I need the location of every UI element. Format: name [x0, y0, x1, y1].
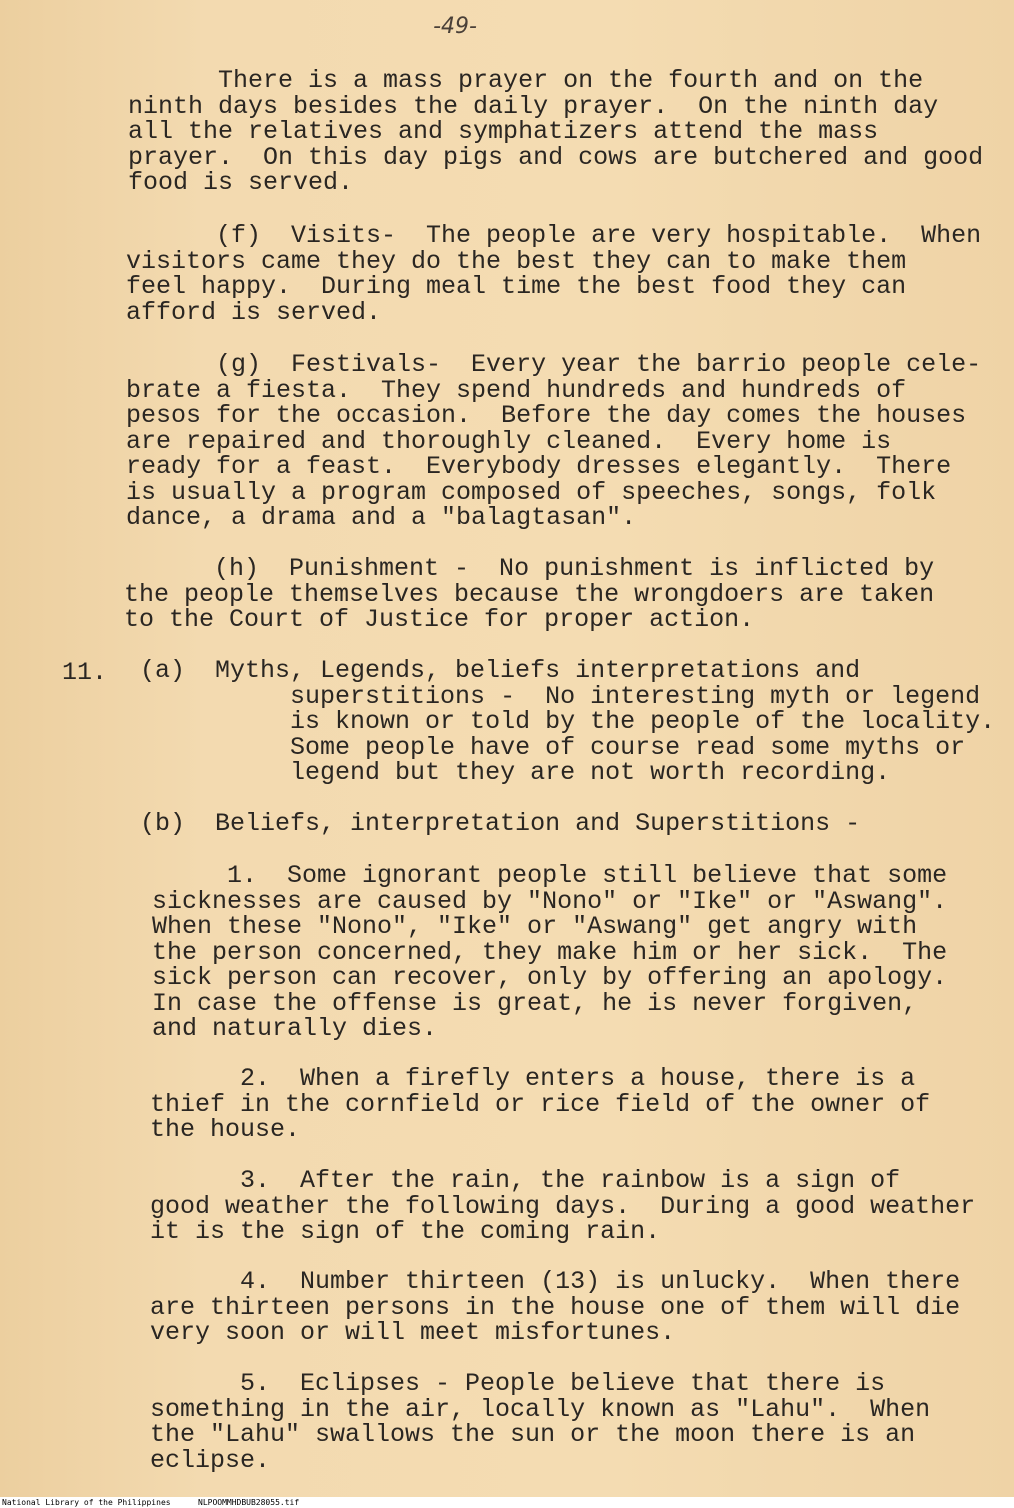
footer-library-name: National Library of the Philippines: [2, 1498, 171, 1507]
heading-beliefs-superstitions: (b) Beliefs, interpretation and Superstitions -: [140, 809, 861, 838]
belief-item-2: 2. When a firefly enters a house, there is a thief in the cornfield or rice field of the owner of the house.: [150, 1064, 931, 1144]
paragraph-visits: (f) Visits- The people are very hospitable. When visitors came they do the best they can to make them feel happy. During meal time the best food they can afford is served.: [126, 221, 982, 327]
paragraph-myths-legends: (a) Myths, Legends, beliefs interpretations and superstitions - No interesting myth or legend is known or told by the people of the locality. Some people have of course read some myths or legend but they are not worth recording.: [140, 656, 996, 787]
page-number: -49-: [433, 14, 477, 39]
paragraph-mass-prayer: There is a mass prayer on the fourth and on the ninth days besides the daily prayer. On the ninth day all the relatives and symphatizers attend the mass prayer. On this day pigs and cows are butchered and good food is served.: [128, 66, 984, 197]
paragraph-festivals: (g) Festivals- Every year the barrio people cele- brate a fiesta. They spend hundreds and hundreds of pesos for the occasion. Before the day comes the houses are repaired and thoroughly cleaned. Every home is ready for a feast. Everybody dresses elegantly. There is usually a program composed of speeches, songs, folk dance, a drama and a "balagtasan".: [126, 350, 982, 532]
paragraph-punishment: (h) Punishment - No punishment is inflicted by the people themselves because the wrongdoers are taken to the Court of Justice for proper action.: [124, 554, 935, 634]
belief-item-3: 3. After the rain, the rainbow is a sign of good weather the following days. During a good weather it is the sign of the coming rain.: [150, 1166, 976, 1246]
section-number-11: 11.: [62, 658, 108, 687]
belief-item-5: 5. Eclipses - People believe that there is something in the air, locally known as "Lahu". When the "Lahu" swallows the sun or the moon there is an eclipse.: [150, 1369, 931, 1475]
belief-item-1: 1. Some ignorant people still believe that some sicknesses are caused by "Nono" or "Ike" or "Aswang". When these "Nono", "Ike" or "Aswang" get angry with the person concerned, they make him or her sick. The sick person can recover, only by offering an apology. In case the offense is great, he is never forgiven, and naturally dies.: [152, 861, 948, 1043]
scan-footer: [0, 1497, 1014, 1508]
belief-item-4: 4. Number thirteen (13) is unlucky. When there are thirteen persons in the house one of them will die very soon or will meet misfortunes.: [150, 1267, 961, 1347]
footer-file-id: NLPOOMMHDBUB28055.tif: [198, 1498, 300, 1507]
